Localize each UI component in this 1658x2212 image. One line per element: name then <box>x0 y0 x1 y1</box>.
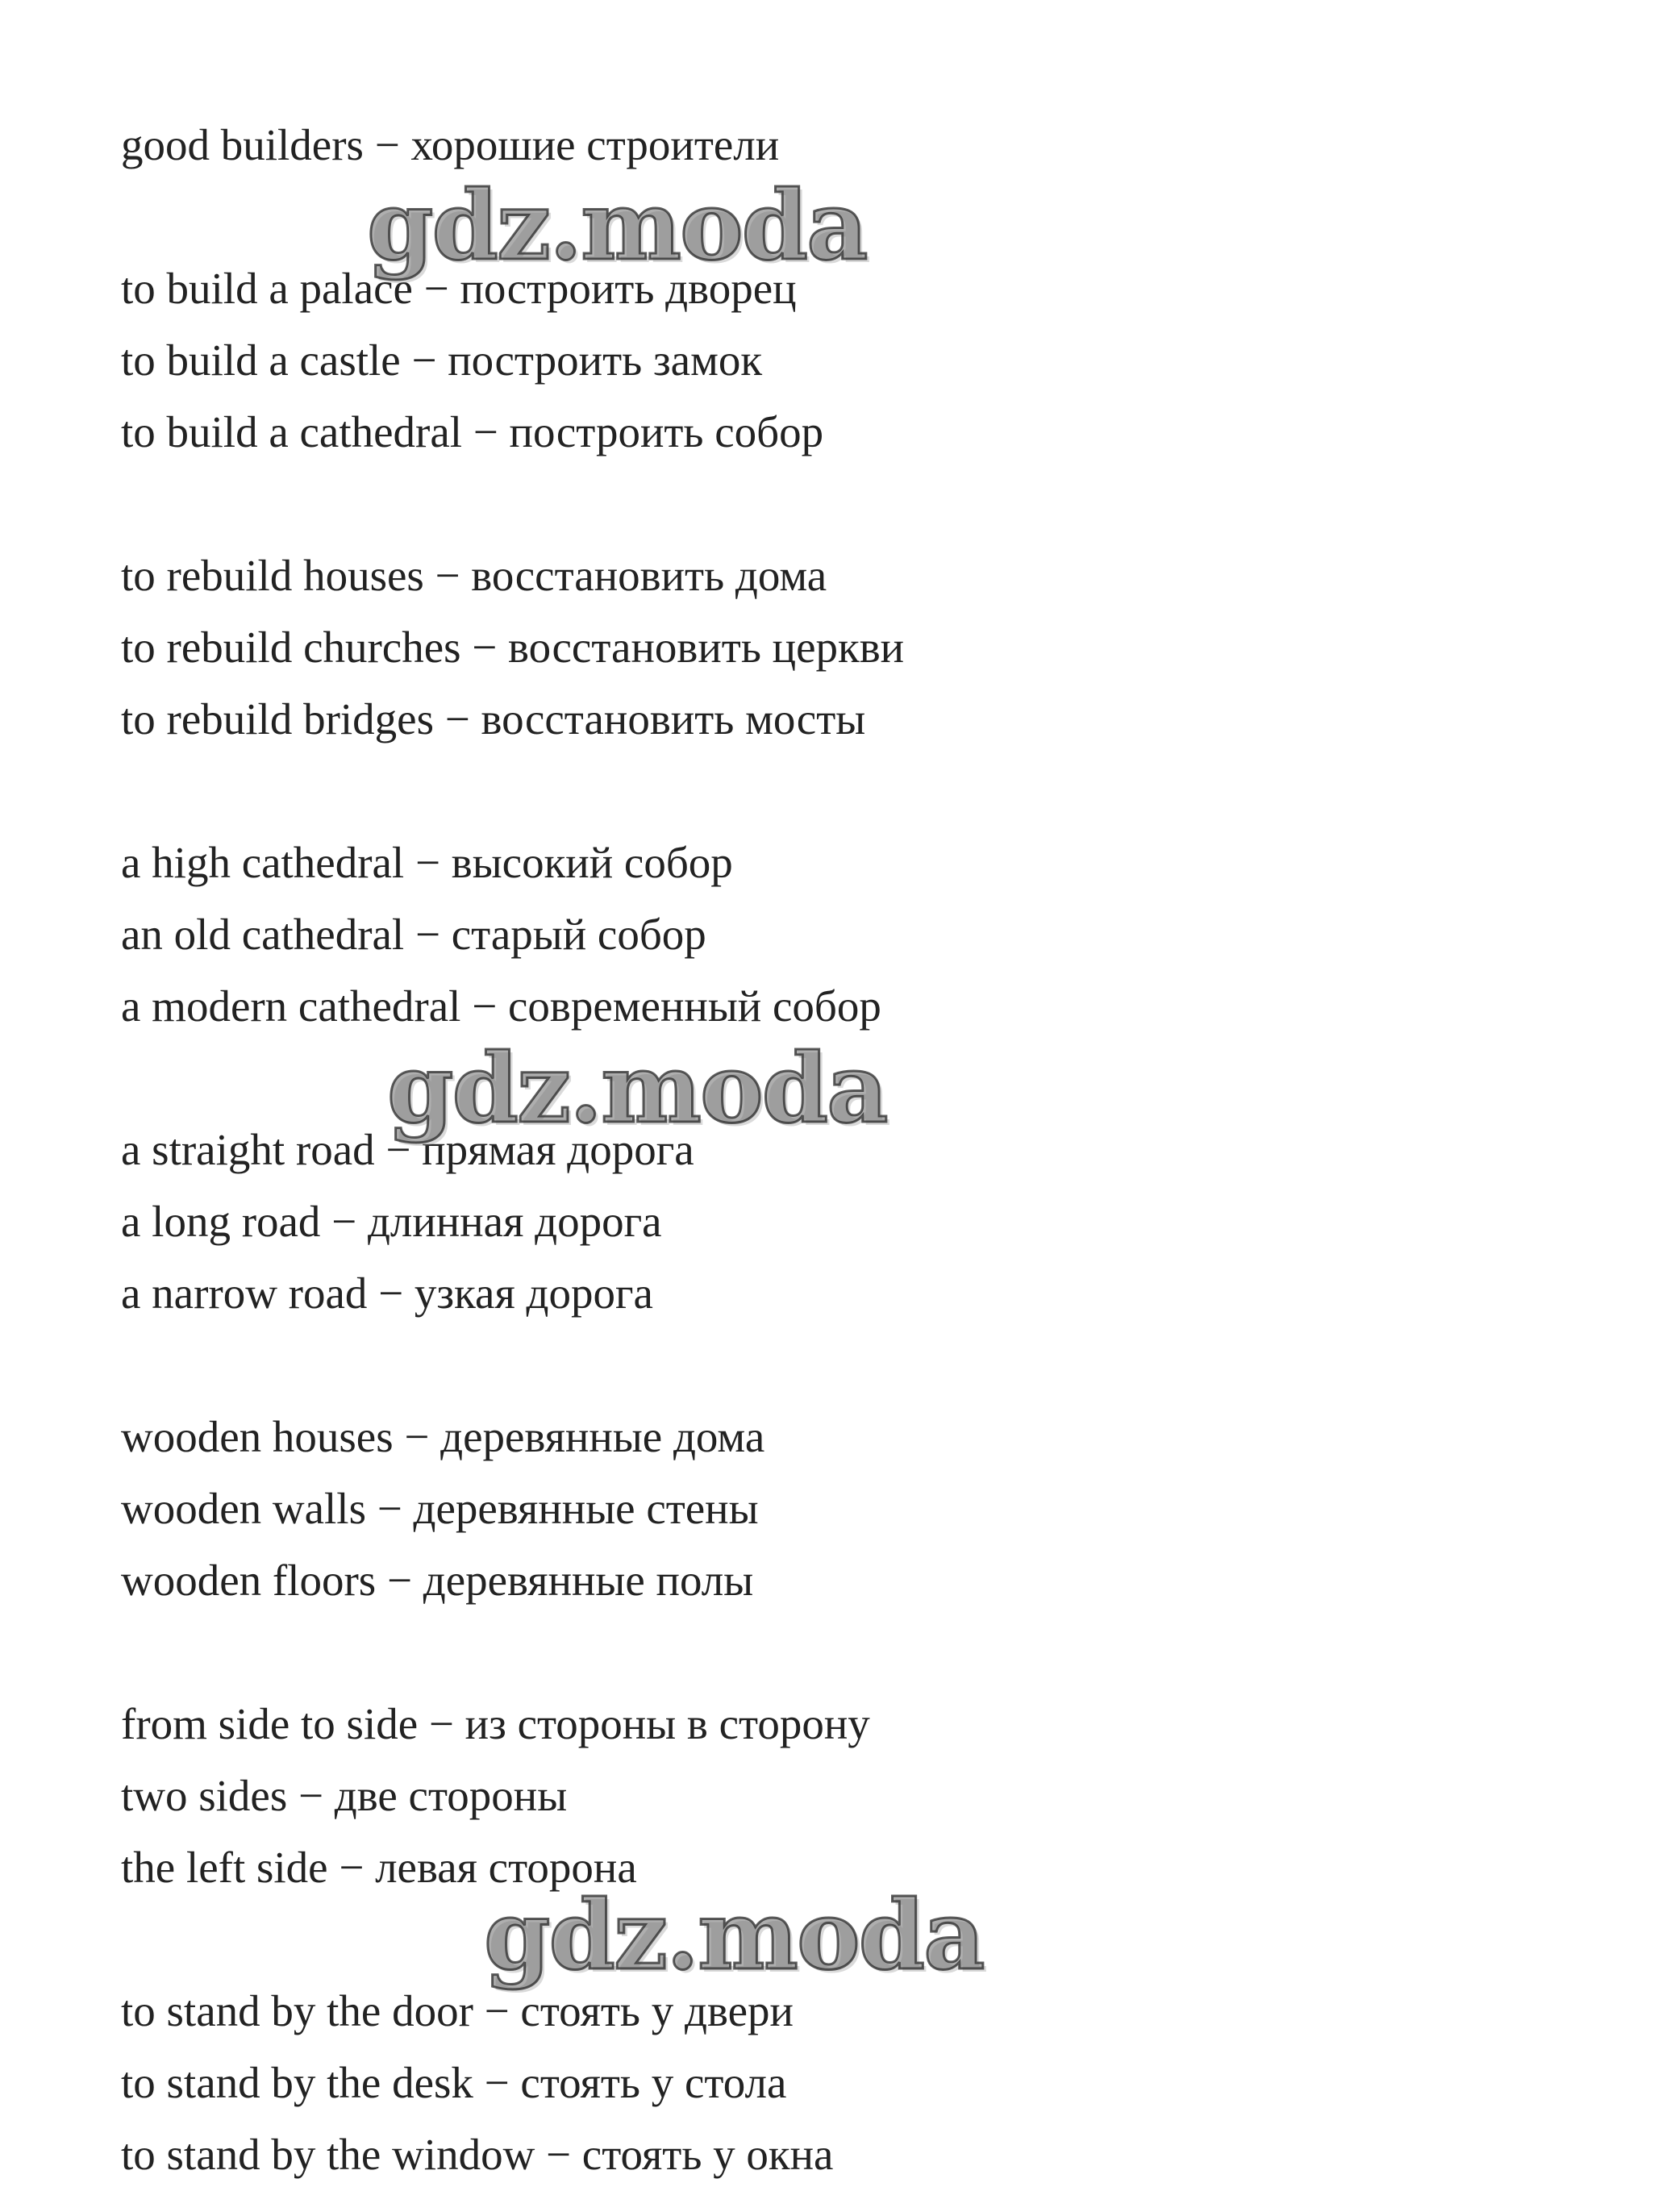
phrase-line: to stand by the door − стоять у двери <box>121 1986 794 2035</box>
phrase-line: to build a palace − построить дворец <box>121 264 797 313</box>
phrase-line: good builders − хорошие строители <box>121 120 780 169</box>
watermark-logo: gdz.moda <box>484 1879 984 1991</box>
phrase-line: a high cathedral − высокий собор <box>121 838 733 887</box>
watermark-logo: gdz.moda <box>387 1032 887 1144</box>
phrase-line: to rebuild houses − восстановить дома <box>121 551 827 600</box>
phrase-line: the left side − левая сторона <box>121 1843 637 1892</box>
phrase-line: wooden walls − деревянные стены <box>121 1484 759 1533</box>
phrase-line: wooden floors − деревянные полы <box>121 1556 754 1605</box>
phrase-line: a narrow road − узкая дорога <box>121 1268 653 1318</box>
phrase-line: from side to side − из стороны в сторону <box>121 1699 870 1748</box>
phrase-line: to rebuild churches − восстановить церкви <box>121 623 905 672</box>
phrase-line: two sides − две стороны <box>121 1771 568 1820</box>
phrase-line: to stand by the window − стоять у окна <box>121 2130 834 2179</box>
phrase-line: to build a castle − построить замок <box>121 335 763 385</box>
phrase-line: to build a cathedral − построить собор <box>121 407 824 456</box>
phrase-line: a straight road − прямая дорога <box>121 1125 694 1174</box>
watermark-logo: gdz.moda <box>367 169 867 281</box>
phrase-line: a modern cathedral − современный собор <box>121 981 881 1031</box>
phrase-line: to rebuild bridges − восстановить мосты <box>121 694 866 744</box>
phrase-line: a long road − длинная дорога <box>121 1197 662 1246</box>
phrase-line: wooden houses − деревянные дома <box>121 1412 765 1461</box>
phrase-line: to stand by the desk − стоять у стола <box>121 2058 787 2107</box>
phrase-line: an old cathedral − старый собор <box>121 910 706 959</box>
